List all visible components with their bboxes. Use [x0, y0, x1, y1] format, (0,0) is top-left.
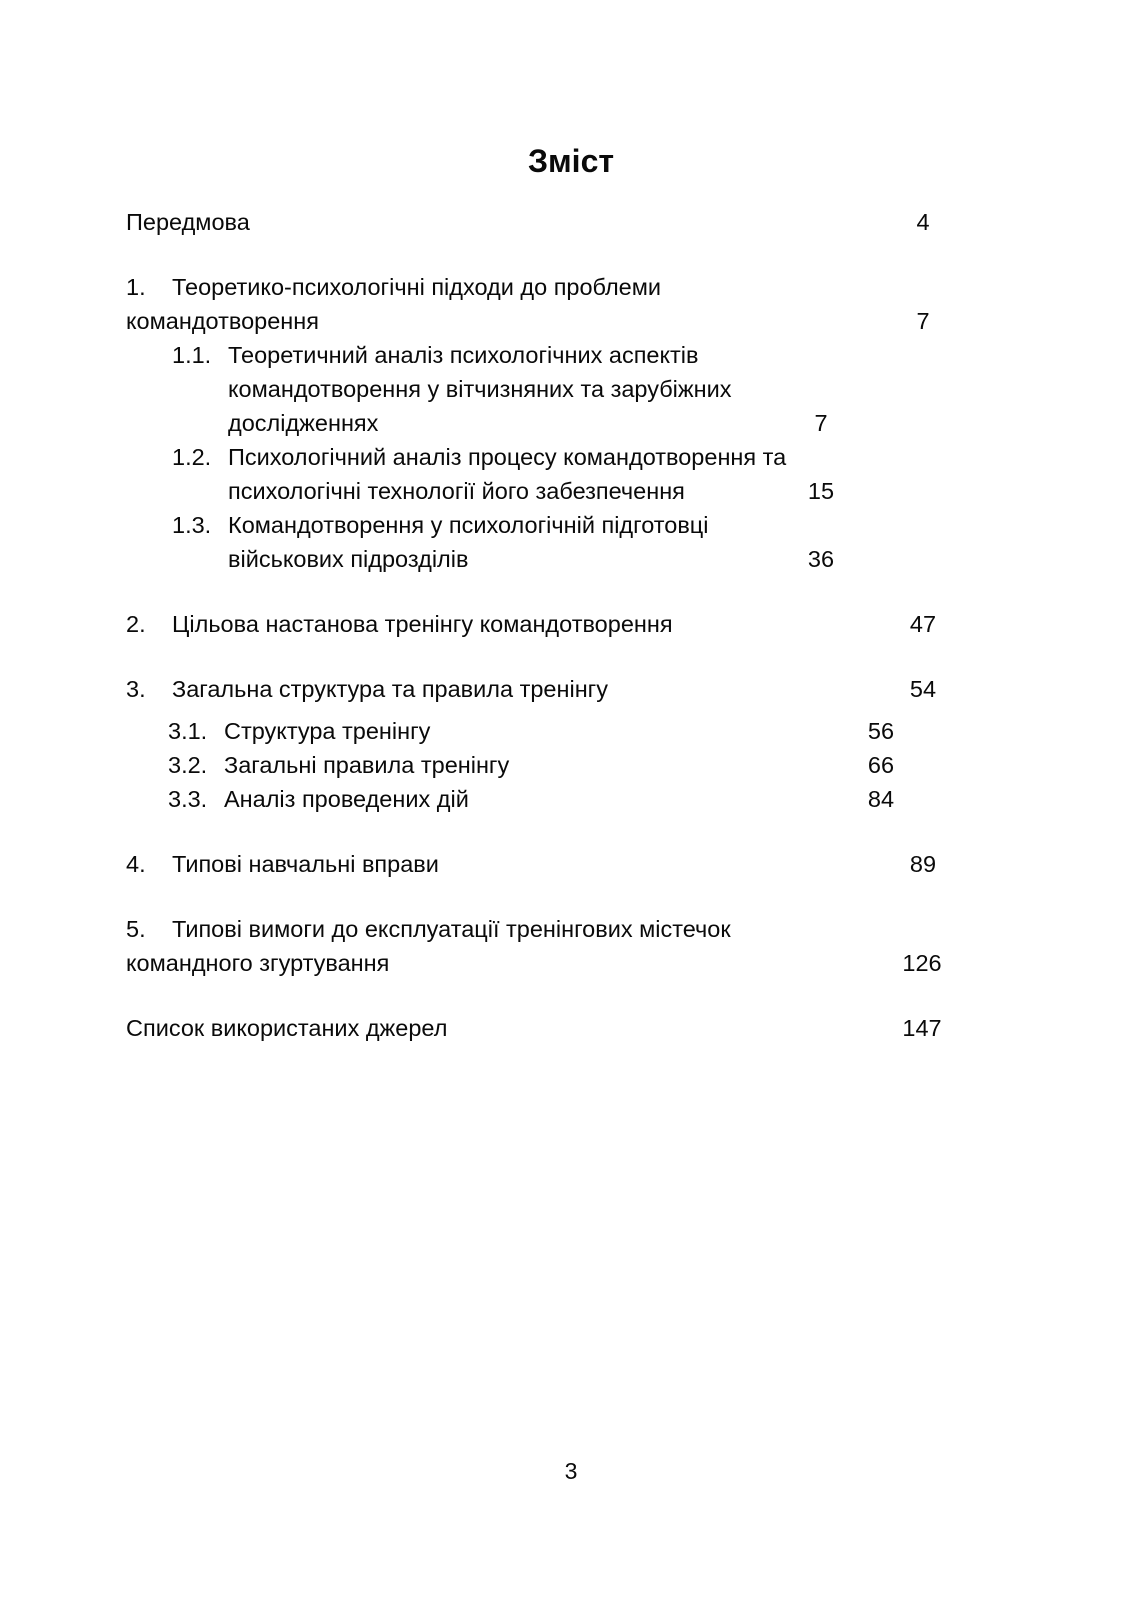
toc-page-number: 66	[867, 752, 895, 778]
toc-entry-title: Теоретико-психологічні підходи до проблеми	[172, 274, 662, 300]
toc-page-number: 7	[814, 410, 828, 436]
toc-leader-row	[126, 946, 952, 980]
toc-entry-title: Типові навчальні вправи	[172, 851, 439, 877]
toc-leader-row	[126, 607, 952, 641]
toc-entry-title: Список використаних джерел	[126, 1015, 448, 1041]
toc-leader-row	[126, 672, 952, 706]
page-title: Зміст	[527, 143, 615, 180]
toc-entry-title: Загальна структура та правила тренінгу	[172, 676, 609, 702]
toc-page-number: 47	[909, 611, 937, 637]
toc-entry-section-1-3[interactable]	[126, 508, 952, 576]
toc-entry-number: 3.	[126, 676, 146, 702]
toc-leader-row	[126, 847, 952, 881]
toc-entry-number: 3.3.	[168, 786, 208, 812]
dot-leader	[726, 631, 886, 632]
toc-entry-number: 1.1.	[172, 342, 212, 368]
dot-leader	[678, 498, 784, 499]
toc-entry-line	[126, 440, 952, 474]
toc-entry-title-cont: командотворення	[126, 308, 319, 334]
toc-entry-title-cont: командотворення у вітчизняних та зарубіжних	[228, 376, 732, 402]
dot-leader	[460, 566, 784, 567]
toc-entry-line	[126, 338, 952, 372]
toc-entry-list	[126, 205, 952, 1045]
dot-leader	[384, 430, 784, 431]
toc-page-number: 126	[902, 950, 942, 976]
toc-entry-line	[126, 270, 952, 304]
toc-entry-section-3-3[interactable]	[126, 782, 952, 816]
toc-entry-title-cont: військових підрозділів	[228, 546, 469, 572]
toc-leader-row	[126, 406, 952, 440]
toc-leader-row	[126, 748, 952, 782]
toc-leader-row	[126, 304, 952, 338]
toc-page-number: 84	[867, 786, 895, 812]
toc-entry-section-3-1[interactable]	[126, 714, 952, 748]
toc-entry-number: 3.2.	[168, 752, 208, 778]
dot-leader	[650, 696, 886, 697]
toc-leader-row	[126, 542, 952, 576]
toc-entry-number: 4.	[126, 851, 146, 877]
dot-leader	[426, 970, 880, 971]
toc-entry-title: Загальні правила тренінгу	[224, 752, 510, 778]
dot-leader	[411, 229, 886, 230]
toc-leader-row	[126, 205, 952, 239]
toc-entry-title-cont: психологічні технології його забезпечення	[228, 478, 685, 504]
toc-entry-section-1-2[interactable]	[126, 440, 952, 508]
toc-entry-number: 2.	[126, 611, 146, 637]
toc-page-number: 7	[916, 308, 930, 334]
toc-entry-section-1-1[interactable]	[126, 338, 952, 440]
toc-entry-chapter-5[interactable]	[126, 912, 952, 980]
toc-entry-title: Типові вимоги до експлуатації тренінгових містечок	[172, 916, 731, 942]
toc-entry-preface[interactable]	[126, 205, 952, 239]
toc-page-number: 36	[807, 546, 835, 572]
toc-entry-line	[126, 912, 952, 946]
toc-page-number: 15	[807, 478, 835, 504]
dot-leader	[412, 738, 844, 739]
dot-leader	[478, 871, 886, 872]
toc-entry-title: Теоретичний аналіз психологічних аспектів	[228, 342, 699, 368]
toc-page-number: 56	[867, 718, 895, 744]
dot-leader	[334, 328, 886, 329]
toc-entry-title: Цільова настанова тренінгу командотворення	[172, 611, 673, 637]
toc-entry-number: 1.3.	[172, 512, 212, 538]
toc-page-number: 147	[902, 1015, 942, 1041]
toc-entry-title: Структура тренінгу	[224, 718, 431, 744]
page-folio: 3	[564, 1458, 578, 1484]
toc-leader-row	[126, 1011, 952, 1045]
toc-entry-number: 5.	[126, 916, 146, 942]
toc-entry-title: Командотворення у психологічній підготовці	[228, 512, 709, 538]
toc-entry-chapter-1[interactable]	[126, 270, 952, 338]
toc-entry-title-cont: командного згуртування	[126, 950, 390, 976]
toc-entry-number: 3.1.	[168, 718, 208, 744]
toc-entry-title: Психологічний аналіз процесу командотворення та	[228, 444, 787, 470]
toc-entry-title-cont: дослідженнях	[228, 410, 379, 436]
toc-page-number: 4	[916, 209, 930, 235]
toc-entry-references[interactable]	[126, 1011, 952, 1045]
toc-entry-section-3-2[interactable]	[126, 748, 952, 782]
toc-entry-chapter-3[interactable]	[126, 672, 952, 706]
toc-leader-row	[126, 474, 952, 508]
toc-entry-title: Передмова	[126, 209, 250, 235]
dot-leader	[498, 1035, 880, 1036]
toc-entry-line-cont	[126, 372, 952, 406]
toc-entry-title: Аналіз проведених дій	[224, 786, 469, 812]
toc-entry-line	[126, 508, 952, 542]
toc-entry-chapter-4[interactable]	[126, 847, 952, 881]
dot-leader	[496, 772, 844, 773]
toc-page-number: 54	[909, 676, 937, 702]
toc-entry-chapter-2[interactable]	[126, 607, 952, 641]
toc-page-number: 89	[909, 851, 937, 877]
toc-entry-number: 1.	[126, 274, 146, 300]
toc-leader-row	[126, 782, 952, 816]
toc-entry-number: 1.2.	[172, 444, 212, 470]
dot-leader	[434, 806, 844, 807]
toc-leader-row	[126, 714, 952, 748]
